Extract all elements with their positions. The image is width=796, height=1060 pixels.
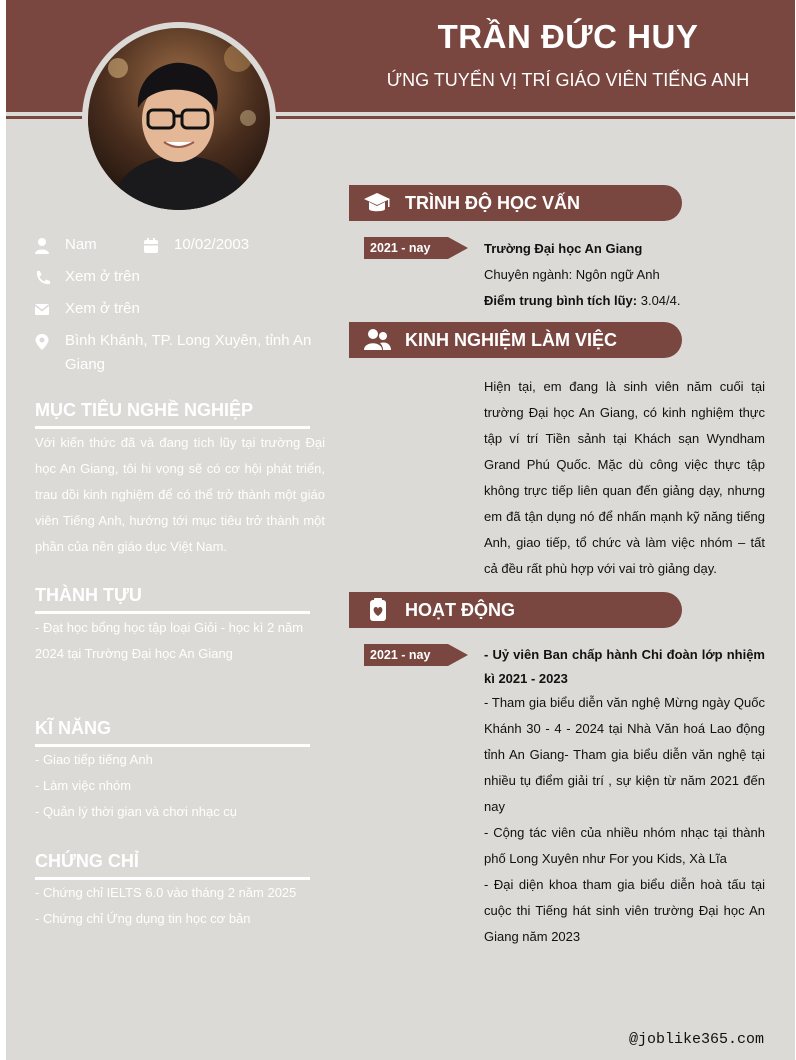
phone-row bbox=[34, 268, 140, 289]
email-text: Xem ở trên bbox=[65, 300, 140, 317]
certificate-item: - Chứng chỉ Ứng dụng tin học cơ bản bbox=[35, 911, 251, 926]
objective-divider bbox=[35, 426, 310, 429]
gender-row bbox=[34, 236, 97, 257]
certificate-item: - Chứng chỉ IELTS 6.0 vào tháng 2 năm 2025 bbox=[35, 885, 297, 900]
badge-heart-icon bbox=[363, 597, 391, 623]
phone-text: Xem ở trên bbox=[65, 268, 140, 285]
activity-item: - Tham gia biểu diễn văn nghệ Mừng ngày Quốc Khánh 30 - 4 - 2024 tại Nhà Văn hoá Lao động tỉnh An Giang- Tham gia biểu diễn văn nghệ tại nhiều tụ điểm giải trí , sự kiện từ năm 2021 đến nay bbox=[484, 695, 765, 814]
applied-position: ỨNG TUYỂN VỊ TRÍ GIÁO VIÊN TIẾNG ANH bbox=[386, 70, 750, 90]
education-date: 2021 - nay bbox=[370, 241, 431, 255]
activities-role: - Uỷ viên Ban chấp hành Chi đoàn lớp nhiệm kì 2021 - 2023 bbox=[484, 647, 765, 686]
activity-item: - Cộng tác viên của nhiều nhóm nhạc tại thành phố Long Xuyên như For you Kids, Xà Lĩa bbox=[484, 825, 765, 866]
activities-date-tag bbox=[364, 644, 468, 666]
activities-list bbox=[484, 690, 765, 950]
education-details bbox=[484, 236, 765, 314]
education-date-tag bbox=[364, 237, 468, 259]
education-school: Trường Đại học An Giang bbox=[484, 241, 643, 256]
phone-icon bbox=[34, 269, 50, 287]
skills-list bbox=[35, 747, 325, 825]
certificates-list bbox=[35, 880, 325, 932]
objective-title: MỤC TIÊU NGHỀ NGHIỆP bbox=[35, 400, 254, 420]
skill-item: - Quản lý thời gian và chơi nhạc cụ bbox=[35, 804, 238, 819]
graduation-cap-icon bbox=[363, 190, 391, 216]
dob-row bbox=[143, 236, 249, 257]
dob-text: 10/02/2003 bbox=[174, 236, 250, 253]
certificates-title: CHỨNG CHỈ bbox=[35, 851, 139, 871]
achievements-divider bbox=[35, 611, 310, 614]
watermark: @joblike365.com bbox=[628, 1031, 764, 1048]
avatar bbox=[88, 28, 270, 210]
activities-header bbox=[349, 592, 682, 628]
address-text: Bình Khánh, TP. Long Xuyên, tỉnh An Giang bbox=[65, 332, 312, 373]
email-row bbox=[34, 300, 140, 321]
achievements-text: - Đạt học bổng học tập loại Giỏi - học kì 2 năm 2024 tại Trường Đại học An Giang bbox=[35, 620, 304, 661]
skills-title: KĨ NĂNG bbox=[35, 718, 111, 738]
activities-date: 2021 - nay bbox=[370, 648, 431, 662]
education-title: TRÌNH ĐỘ HỌC VẤN bbox=[405, 193, 580, 213]
address-row bbox=[34, 332, 324, 377]
person-icon bbox=[34, 237, 50, 255]
activity-item: - Đại diện khoa tham gia biểu diễn hoà tấu tại cuộc thi Tiếng hát sinh viên trường Đại học An Giang năm 2023 bbox=[484, 877, 765, 944]
experience-title: KINH NGHIỆM LÀM VIỆC bbox=[405, 330, 618, 350]
education-gpa: Điểm trung bình tích lũy: 3.04/4. bbox=[484, 293, 681, 308]
gender-text: Nam bbox=[65, 236, 97, 253]
objective-text: Với kiến thức đã và đang tích lũy tại trường Đại học An Giang, tôi hi vọng sẽ có cơ hội phát triển, trau dồi kinh nghiệm để có thể trở thành một giáo viên Tiếng Anh, hướng tới mục tiêu trở thành một phần của nền giáo dục Việt Nam. bbox=[35, 435, 325, 554]
education-major: Chuyên ngành: Ngôn ngữ Anh bbox=[484, 267, 660, 282]
achievements-title: THÀNH TỰU bbox=[35, 585, 142, 605]
users-icon bbox=[363, 327, 391, 353]
experience-header bbox=[349, 322, 682, 358]
calendar-icon bbox=[143, 237, 159, 255]
envelope-icon bbox=[34, 301, 50, 319]
experience-text: Hiện tại, em đang là sinh viên năm cuối tại trường Đại học An Giang, có kinh nghiệm thực tập ví trí Tiền sảnh tại Khách sạn Wyndham Grand Phú Quốc. Mặc dù công việc thực tập không trực tiếp liên quan đến giảng dạy, nhưng em đã tận dụng nó để nhấn mạnh kỹ năng tiếng Anh, giao tiếp, tổ chức và làm việc nhóm – tất cả đều rất phù hợp với vai trò giảng dạy. bbox=[484, 379, 765, 576]
skill-item: - Giao tiếp tiếng Anh bbox=[35, 752, 153, 767]
skill-item: - Làm việc nhóm bbox=[35, 778, 132, 793]
candidate-name: TRẦN ĐỨC HUY bbox=[437, 18, 699, 55]
location-pin-icon bbox=[34, 333, 50, 351]
education-header bbox=[349, 185, 682, 221]
activities-title: HOẠT ĐỘNG bbox=[405, 600, 515, 620]
